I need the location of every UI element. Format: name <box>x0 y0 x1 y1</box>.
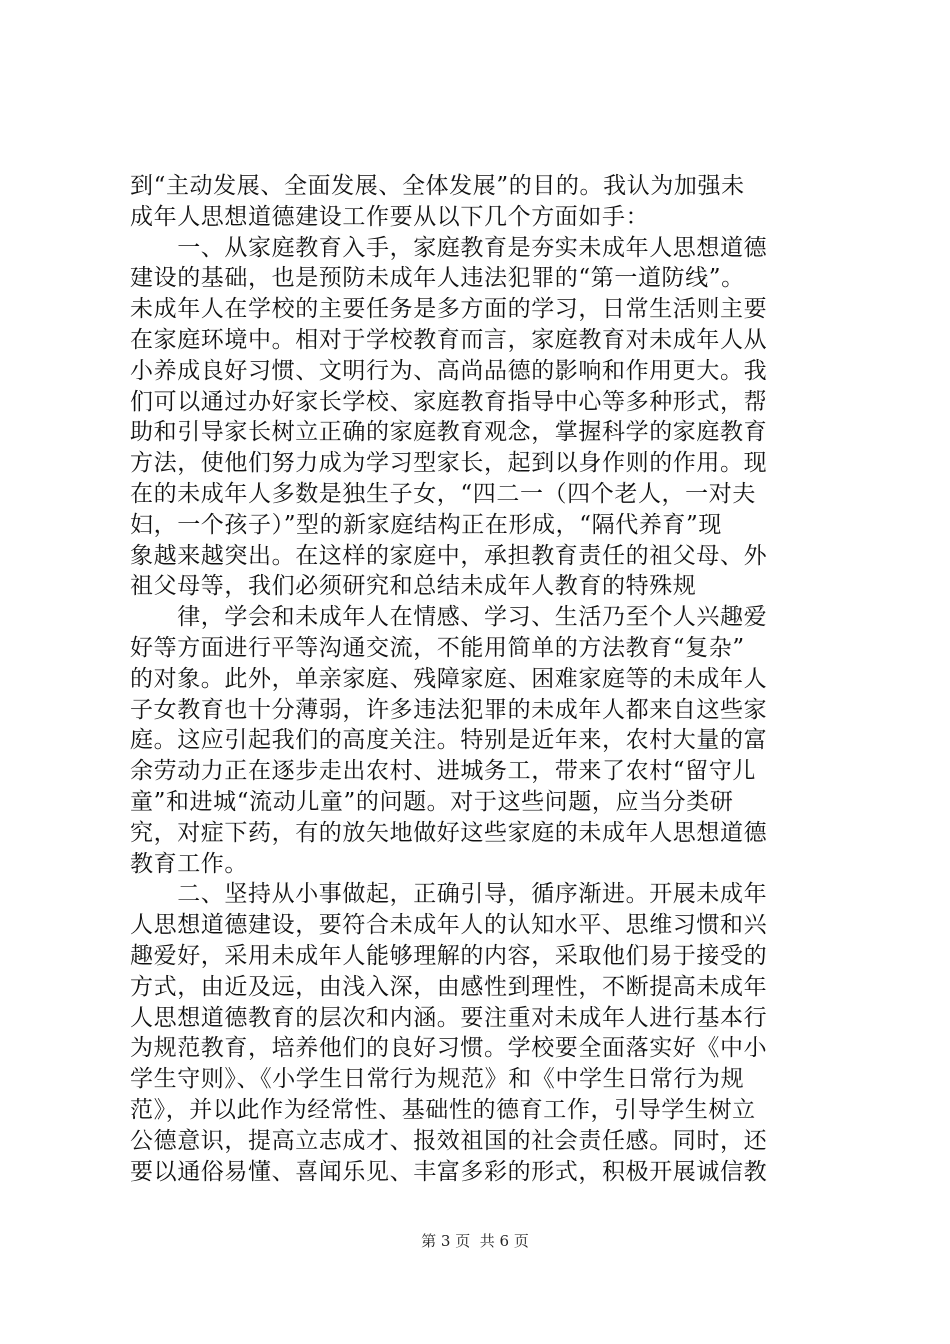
text-line: 教育工作。 <box>130 850 248 877</box>
text-line: 人思想道德建设，要符合未成年人的认知水平、思维习惯和兴 <box>130 912 768 939</box>
text-line: 子女教育也十分薄弱，许多违法犯罪的未成年人都来自这些家 <box>130 696 768 723</box>
text-line: 在的未成年人多数是独生子女，“四二一（四个老人，一对夫 <box>130 480 756 507</box>
text-line: 律，学会和未成年人在情感、学习、生活乃至个人兴趣爱 <box>130 604 768 631</box>
text-line: 要以通俗易懂、喜闻乐见、丰富多彩的形式，积极开展诚信教 <box>130 1158 768 1185</box>
text-line: 小养成良好习惯、文明行为、高尚品德的影响和作用更大。我 <box>130 357 768 384</box>
text-line: 庭。这应引起我们的高度关注。特别是近年来，农村大量的富 <box>130 727 768 754</box>
text-line: 方式，由近及远，由浅入深，由感性到理性，不断提高未成年 <box>130 973 768 1000</box>
text-line: 方法，使他们努力成为学习型家长，起到以身作则的作用。现 <box>130 450 768 477</box>
text-line: 祖父母等，我们必须研究和总结未成年人教育的特殊规 <box>130 573 697 600</box>
page-number-footer: 第 3 页 共 6 页 <box>421 1232 529 1250</box>
text-line: 公德意识，提高立志成才、报效祖国的社会责任感。同时，还 <box>130 1127 768 1154</box>
text-line: 二、坚持从小事做起，正确引导，循序渐进。开展未成年 <box>130 881 768 908</box>
text-line: 未成年人在学校的主要任务是多方面的学习，日常生活则主要 <box>130 296 768 323</box>
text-line: 童”和进城“流动儿童”的问题。对于这些问题，应当分类研 <box>130 788 734 815</box>
document-body <box>130 171 830 1187</box>
text-line: 妇，一个孩子）”型的新家庭结构正在形成，“隔代养育”现 <box>130 511 722 538</box>
text-line: 象越来越突出。在这样的家庭中，承担教育责任的祖父母、外 <box>130 542 768 569</box>
text-line: 助和引导家长树立正确的家庭教育观念，掌握科学的家庭教育 <box>130 419 768 446</box>
text-line: 人思想道德教育的层次和内涵。要注重对未成年人进行基本行 <box>130 1004 768 1031</box>
text-line: 成年人思想道德建设工作要从以下几个方面如手： <box>130 203 650 230</box>
text-line: 的对象。此外，单亲家庭、残障家庭、困难家庭等的未成年人 <box>130 665 768 692</box>
text-line: 在家庭环境中。相对于学校教育而言，家庭教育对未成年人从 <box>130 326 768 353</box>
text-line: 一、从家庭教育入手，家庭教育是夯实未成年人思想道德 <box>130 234 768 261</box>
text-line: 范》，并以此作为经常性、基础性的德育工作，引导学生树立 <box>130 1096 756 1123</box>
text-line: 们可以通过办好家长学校、家庭教育指导中心等多种形式，帮 <box>130 388 768 415</box>
text-line: 好等方面进行平等沟通交流，不能用简单的方法教育“复杂” <box>130 634 745 661</box>
text-line: 学生守则》、《小学生日常行为规范》和《中学生日常行为规 <box>130 1066 745 1093</box>
text-line: 建设的基础，也是预防未成年人违法犯罪的“第一道防线”。 <box>130 265 745 292</box>
text-line: 为规范教育，培养他们的良好习惯。学校要全面落实好《中小 <box>130 1035 768 1062</box>
text-line: 余劳动力正在逐步走出农村、进城务工，带来了农村“留守儿 <box>130 758 756 785</box>
text-line: 到“主动发展、全面发展、全体发展”的目的。我认为加强未 <box>130 173 745 199</box>
text-line: 究，对症下药，有的放矢地做好这些家庭的未成年人思想道德 <box>130 819 768 846</box>
text-line: 趣爱好，采用未成年人能够理解的内容，采取他们易于接受的 <box>130 942 768 969</box>
